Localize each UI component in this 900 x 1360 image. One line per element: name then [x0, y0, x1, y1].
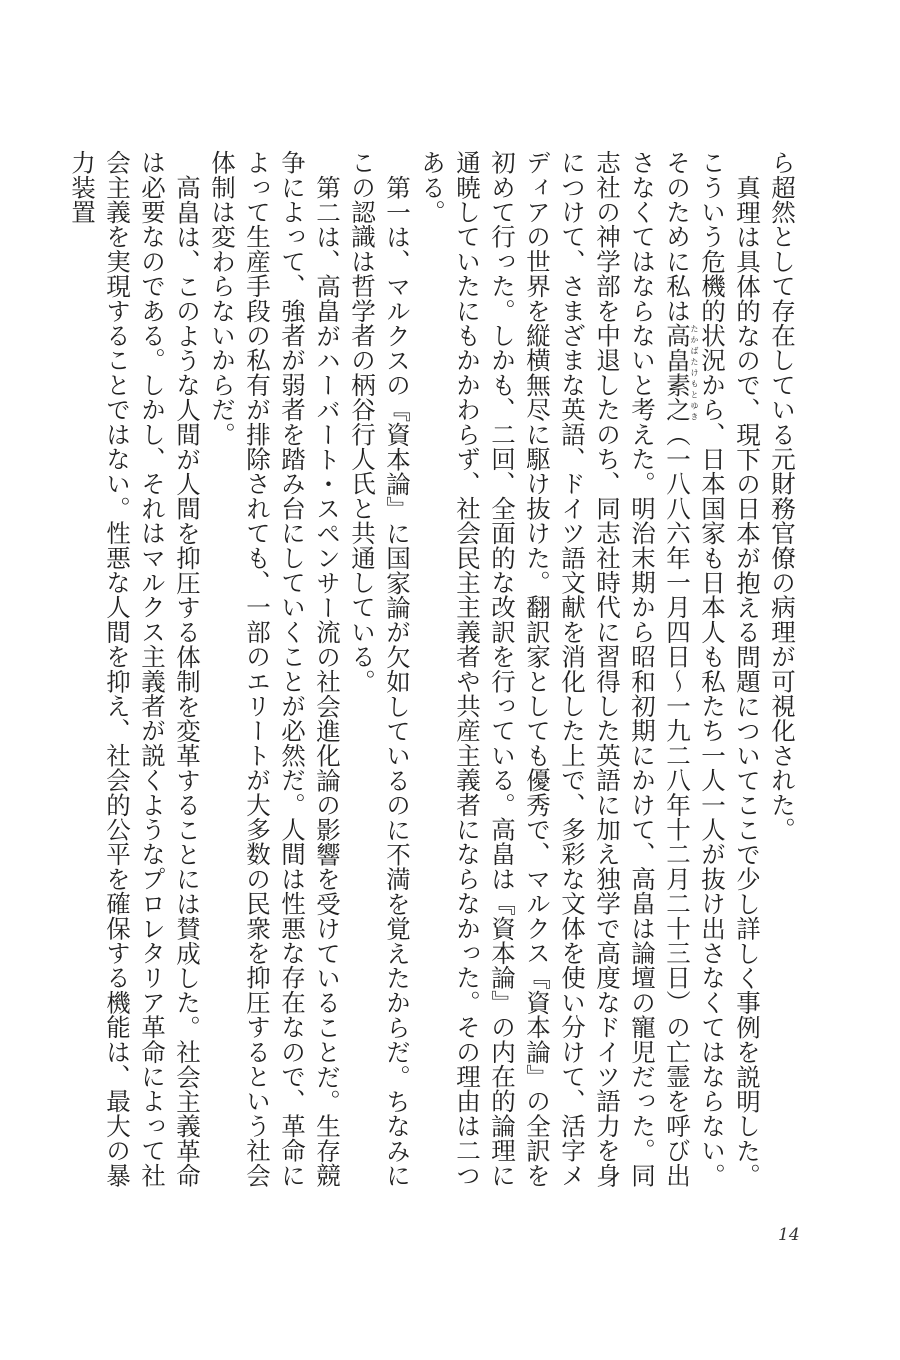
ruby-reading: たかばたけもとゆき	[690, 322, 699, 422]
ruby-takabatake-motoyuki	[663, 322, 699, 422]
ruby-base: 高畠素之	[663, 322, 692, 422]
paragraph-2	[415, 150, 765, 1200]
paragraph-1: ら超然として存在している元財務官僚の病理が可視化された。	[768, 150, 797, 842]
page-number: 14	[778, 1225, 800, 1245]
paragraph-2-text-before-ruby: 真理は具体的なので、現下の日本が抱える問題についてここで少し詳しく事例を説明した。こういう危機的状況から、日本国家も日本人も私たち一人一人が抜け出さなくてはならない。そのために私は	[663, 150, 762, 1188]
paragraph-5: 高畠は、このような人間が人間を抑圧する体制を変革することには賛成した。社会主義革命は必要なのである。しかし、それはマルクス主義者が説くようなプロレタリア革命によって社会主義を実現することではない。性悪な人間を抑え、社会的公平を確保する機能は、最大の暴力装置	[68, 150, 202, 1188]
vertical-text-body	[68, 150, 800, 1200]
paragraph-3: 第一は、マルクスの『資本論』に国家論が欠如しているのに不満を覚えたからだ。ちなみにこの認識は哲学者の柄谷行人氏と共通している。	[348, 150, 412, 1188]
paragraph-2-text-after-ruby: （一八八六年一月四日～一九二八年十二月二十三日）の亡霊を呼び出さなくてはならないと考えた。明治末期から昭和初期にかけて、高畠は論壇の寵児だった。同志社の神学部を中退したのち、同志社時代に習得した英語に加え独学で高度なドイツ語力を身につけて、さまざまな英語、ドイツ語文献を消化した上で、多彩な文体を使い分けて、活字メディアの世界を縦横無尽に駆け抜けた。翻訳家としても優秀で、マルクス『資本論』の全訳を初めて行った。しかも、二回、全面的な改訳を行っている。高畠は『資本論』の内在的論理に通暁していたにもかかわらず、社会民主主義者や共産主義者にならなかった。その理由は二つある。	[418, 150, 692, 1188]
paragraph-4: 第二は、高畠がハーバート・スペンサー流の社会進化論の影響を受けていることだ。生存競争によって、強者が弱者を踏み台にしていくことが必然だ。人間は性悪な存在なので、革命によって生産手段の私有が排除されても、一部のエリートが大多数の民衆を抑圧するという社会体制は変わらないからだ。	[208, 150, 342, 1188]
